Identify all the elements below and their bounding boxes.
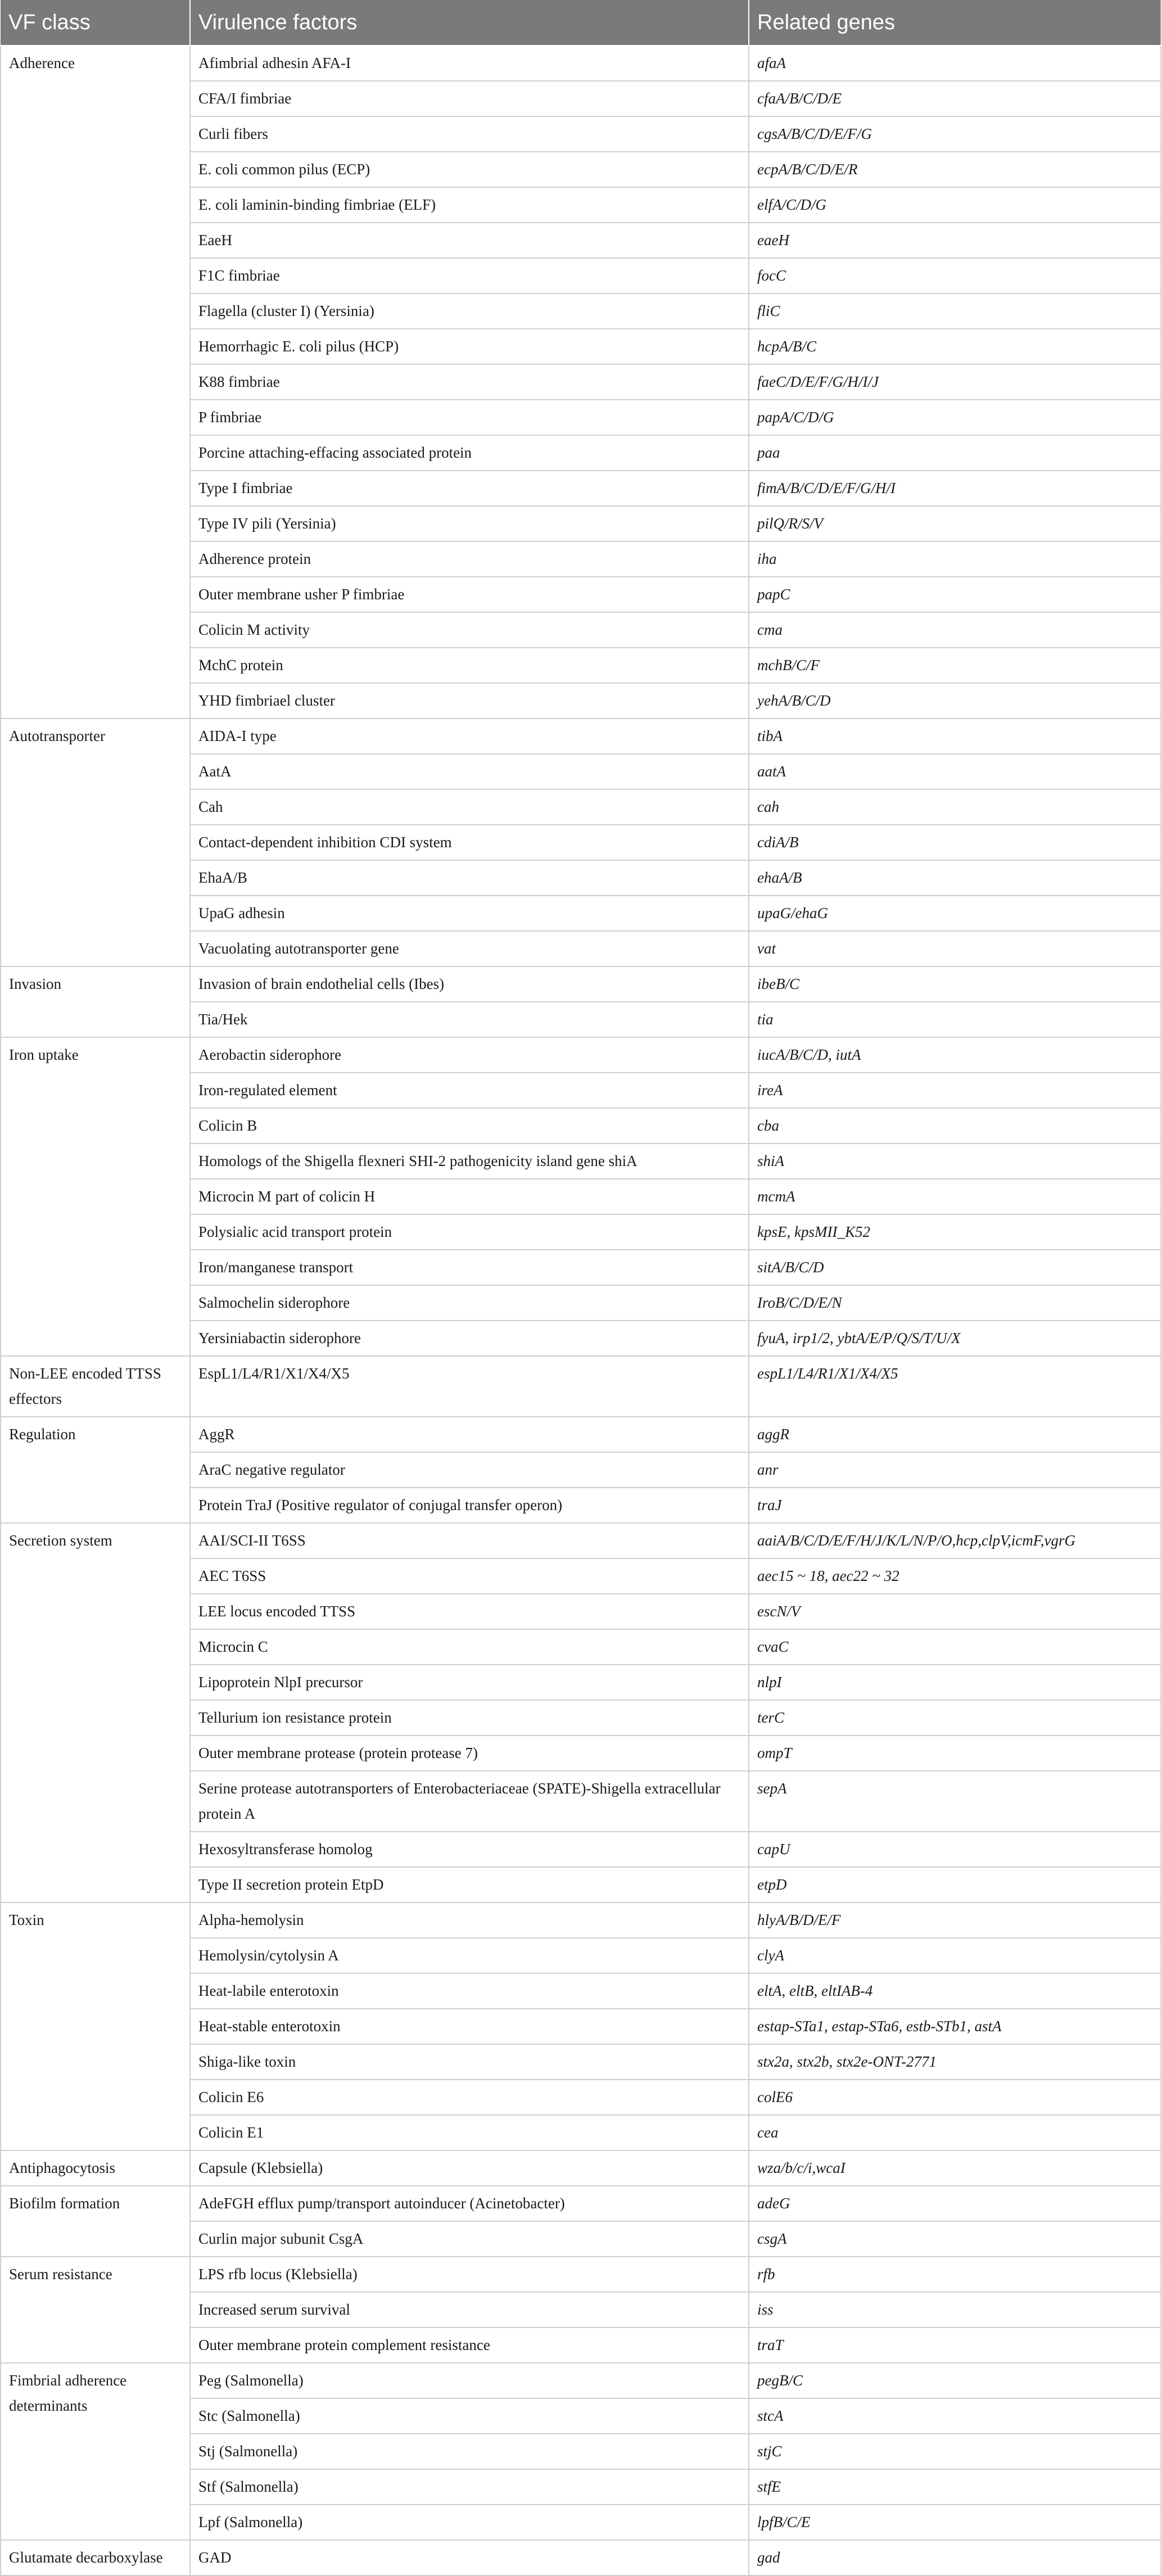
related-genes-cell: nlpI (749, 1665, 1161, 1700)
related-genes-cell: rfb (749, 2257, 1161, 2292)
virulence-factor-cell: EhaA/B (190, 860, 749, 896)
virulence-factor-cell: Afimbrial adhesin AFA-I (190, 46, 749, 81)
related-genes-cell: hcpA/B/C (749, 329, 1161, 364)
virulence-factor-cell: AEC T6SS (190, 1558, 749, 1594)
virulence-factor-cell: Lipoprotein NlpI precursor (190, 1665, 749, 1700)
related-genes-cell: faeC/D/E/F/G/H/I/J (749, 364, 1161, 400)
related-genes-cell: lpfB/C/E (749, 2505, 1161, 2540)
virulence-factor-cell: GAD (190, 2540, 749, 2575)
vf-class-cell: Serum resistance (1, 2257, 190, 2363)
virulence-factor-cell: Capsule (Klebsiella) (190, 2150, 749, 2186)
vf-class-cell: Regulation (1, 1417, 190, 1523)
vf-class-cell: Fimbrial adherence determinants (1, 2363, 190, 2540)
table-row (1, 2540, 1161, 2575)
virulence-factor-cell: Salmochelin siderophore (190, 1285, 749, 1321)
virulence-factor-cell: P fimbriae (190, 400, 749, 435)
related-genes-cell: iucA/B/C/D, iutA (749, 1037, 1161, 1073)
virulence-factor-cell: Aerobactin siderophore (190, 1037, 749, 1073)
related-genes-cell: cma (749, 612, 1161, 648)
virulence-factor-cell: Outer membrane protease (protein protease 7) (190, 1736, 749, 1771)
related-genes-cell: aaiA/B/C/D/E/F/H/J/K/L/N/P/O,hcp,clpV,icmF,vgrG (749, 1523, 1161, 1558)
virulence-factor-cell: AraC negative regulator (190, 1452, 749, 1488)
related-genes-cell: traJ (749, 1488, 1161, 1523)
virulence-factor-cell: Tellurium ion resistance protein (190, 1700, 749, 1736)
related-genes-cell: tibA (749, 718, 1161, 754)
virulence-factor-cell: E. coli laminin-binding fimbriae (ELF) (190, 187, 749, 223)
related-genes-cell: stjC (749, 2434, 1161, 2469)
related-genes-cell: sepA (749, 1771, 1161, 1832)
virulence-factor-cell: Polysialic acid transport protein (190, 1214, 749, 1250)
table-row (1, 2257, 1161, 2292)
virulence-factor-cell: K88 fimbriae (190, 364, 749, 400)
related-genes-cell: iha (749, 541, 1161, 577)
virulence-factor-cell: Type I fimbriae (190, 471, 749, 506)
virulence-factor-cell: Peg (Salmonella) (190, 2363, 749, 2398)
related-genes-cell: csgA (749, 2221, 1161, 2257)
vf-class-cell: Iron uptake (1, 1037, 190, 1356)
table-row (1, 2150, 1161, 2186)
related-genes-cell: aggR (749, 1417, 1161, 1452)
related-genes-cell: cvaC (749, 1629, 1161, 1665)
virulence-factor-cell: Hemorrhagic E. coli pilus (HCP) (190, 329, 749, 364)
virulence-factor-cell: Lpf (Salmonella) (190, 2505, 749, 2540)
virulence-factor-cell: Cah (190, 789, 749, 825)
vf-class-cell: Autotransporter (1, 718, 190, 966)
related-genes-cell: cah (749, 789, 1161, 825)
table-row (1, 1356, 1161, 1417)
virulence-factor-cell: Invasion of brain endothelial cells (Ibes) (190, 966, 749, 1002)
virulence-factor-cell: Type IV pili (Yersinia) (190, 506, 749, 541)
related-genes-cell: eltA, eltB, eltIAB-4 (749, 1973, 1161, 2009)
table-body (1, 46, 1161, 2575)
related-genes-cell: hlyA/B/D/E/F (749, 1902, 1161, 1938)
related-genes-cell: cgsA/B/C/D/E/F/G (749, 116, 1161, 152)
virulence-factor-cell: CFA/I fimbriae (190, 81, 749, 116)
related-genes-cell: gad (749, 2540, 1161, 2575)
virulence-factor-cell: LPS rfb locus (Klebsiella) (190, 2257, 749, 2292)
virulence-factor-cell: Alpha-hemolysin (190, 1902, 749, 1938)
table-row (1, 718, 1161, 754)
related-genes-cell: espL1/L4/R1/X1/X4/X5 (749, 1356, 1161, 1417)
vf-class-cell: Adherence (1, 46, 190, 718)
vf-class-cell: Glutamate decarboxylase (1, 2540, 190, 2575)
related-genes-cell: paa (749, 435, 1161, 471)
related-genes-cell: stfE (749, 2469, 1161, 2505)
related-genes-cell: traT (749, 2328, 1161, 2363)
related-genes-cell: eaeH (749, 223, 1161, 258)
virulence-factor-cell: Iron/manganese transport (190, 1250, 749, 1285)
virulence-factor-cell: Homologs of the Shigella flexneri SHI-2 pathogenicity island gene shiA (190, 1144, 749, 1179)
related-genes-cell: fimA/B/C/D/E/F/G/H/I (749, 471, 1161, 506)
virulence-factor-cell: Serine protease autotransporters of Enterobacteriaceae (SPATE)-Shigella extracellular protein A (190, 1771, 749, 1832)
related-genes-cell: fliC (749, 293, 1161, 329)
related-genes-cell: cfaA/B/C/D/E (749, 81, 1161, 116)
virulence-factor-cell: Stj (Salmonella) (190, 2434, 749, 2469)
virulence-factor-cell: AggR (190, 1417, 749, 1452)
virulence-factor-cell: MchC protein (190, 648, 749, 683)
related-genes-cell: IroB/C/D/E/N (749, 1285, 1161, 1321)
table-header-row (1, 0, 1161, 46)
virulence-factor-cell: Heat-labile enterotoxin (190, 1973, 749, 2009)
virulence-factor-cell: Colicin E1 (190, 2115, 749, 2150)
table-row (1, 46, 1161, 81)
header-vf-class: VF class (1, 0, 190, 46)
related-genes-cell: fyuA, irp1/2, ybtA/E/P/Q/S/T/U/X (749, 1321, 1161, 1356)
related-genes-cell: vat (749, 931, 1161, 966)
related-genes-cell: upaG/ehaG (749, 896, 1161, 931)
related-genes-cell: ireA (749, 1073, 1161, 1108)
virulence-factor-cell: Adherence protein (190, 541, 749, 577)
virulence-factor-cell: Colicin B (190, 1108, 749, 1144)
related-genes-cell: elfA/C/D/G (749, 187, 1161, 223)
vf-class-cell: Invasion (1, 966, 190, 1037)
related-genes-cell: ehaA/B (749, 860, 1161, 896)
related-genes-cell: papC (749, 577, 1161, 612)
related-genes-cell: wza/b/c/i,wcaI (749, 2150, 1161, 2186)
virulence-factor-cell: Microcin C (190, 1629, 749, 1665)
related-genes-cell: stx2a, stx2b, stx2e-ONT-2771 (749, 2044, 1161, 2080)
virulence-factor-cell: EaeH (190, 223, 749, 258)
virulence-factor-cell: Contact-dependent inhibition CDI system (190, 825, 749, 860)
related-genes-cell: colE6 (749, 2080, 1161, 2115)
virulence-factor-cell: YHD fimbriael cluster (190, 683, 749, 718)
related-genes-cell: ompT (749, 1736, 1161, 1771)
virulence-factor-cell: Stf (Salmonella) (190, 2469, 749, 2505)
related-genes-cell: pegB/C (749, 2363, 1161, 2398)
related-genes-cell: papA/C/D/G (749, 400, 1161, 435)
virulence-factor-cell: Yersiniabactin siderophore (190, 1321, 749, 1356)
related-genes-cell: mcmA (749, 1179, 1161, 1214)
related-genes-cell: mchB/C/F (749, 648, 1161, 683)
vf-class-cell: Toxin (1, 1902, 190, 2150)
virulence-factor-cell: AatA (190, 754, 749, 789)
virulence-factor-cell: AAI/SCI-II T6SS (190, 1523, 749, 1558)
virulence-factor-cell: F1C fimbriae (190, 258, 749, 293)
related-genes-cell: capU (749, 1832, 1161, 1867)
related-genes-cell: iss (749, 2292, 1161, 2328)
related-genes-cell: anr (749, 1452, 1161, 1488)
virulence-factor-cell: Heat-stable enterotoxin (190, 2009, 749, 2044)
related-genes-cell: stcA (749, 2398, 1161, 2434)
virulence-factor-cell: Colicin E6 (190, 2080, 749, 2115)
table-row (1, 1523, 1161, 1558)
virulence-factor-cell: Increased serum survival (190, 2292, 749, 2328)
virulence-factor-cell: AdeFGH efflux pump/transport autoinducer (Acinetobacter) (190, 2186, 749, 2221)
virulence-factor-cell: Hemolysin/cytolysin A (190, 1938, 749, 1973)
related-genes-cell: yehA/B/C/D (749, 683, 1161, 718)
related-genes-cell: cdiA/B (749, 825, 1161, 860)
virulence-factor-cell: Porcine attaching-effacing associated protein (190, 435, 749, 471)
virulence-factor-cell: EspL1/L4/R1/X1/X4/X5 (190, 1356, 749, 1417)
table-row (1, 1417, 1161, 1452)
related-genes-cell: clyA (749, 1938, 1161, 1973)
related-genes-cell: aatA (749, 754, 1161, 789)
related-genes-cell: kpsE, kpsMII_K52 (749, 1214, 1161, 1250)
virulence-factor-cell: Flagella (cluster I) (Yersinia) (190, 293, 749, 329)
virulence-factor-cell: Stc (Salmonella) (190, 2398, 749, 2434)
virulence-factor-cell: Type II secretion protein EtpD (190, 1867, 749, 1902)
related-genes-cell: afaA (749, 46, 1161, 81)
related-genes-cell: pilQ/R/S/V (749, 506, 1161, 541)
virulence-factor-cell: Hexosyltransferase homolog (190, 1832, 749, 1867)
table-row (1, 2186, 1161, 2221)
related-genes-cell: tia (749, 1002, 1161, 1037)
virulence-factor-cell: Shiga-like toxin (190, 2044, 749, 2080)
virulence-factor-cell: Curli fibers (190, 116, 749, 152)
virulence-factor-cell: Protein TraJ (Positive regulator of conjugal transfer operon) (190, 1488, 749, 1523)
related-genes-cell: cba (749, 1108, 1161, 1144)
related-genes-cell: etpD (749, 1867, 1161, 1902)
related-genes-cell: ecpA/B/C/D/E/R (749, 152, 1161, 187)
virulence-factor-cell: Curlin major subunit CsgA (190, 2221, 749, 2257)
virulence-factor-cell: Colicin M activity (190, 612, 749, 648)
table-row (1, 1902, 1161, 1938)
related-genes-cell: aec15 ~ 18, aec22 ~ 32 (749, 1558, 1161, 1594)
virulence-factor-cell: UpaG adhesin (190, 896, 749, 931)
table-row (1, 1037, 1161, 1073)
related-genes-cell: focC (749, 258, 1161, 293)
virulence-factor-cell: E. coli common pilus (ECP) (190, 152, 749, 187)
related-genes-cell: cea (749, 2115, 1161, 2150)
header-virulence-factors: Virulence factors (190, 0, 749, 46)
related-genes-cell: adeG (749, 2186, 1161, 2221)
virulence-factor-cell: Outer membrane protein complement resistance (190, 2328, 749, 2363)
related-genes-cell: escN/V (749, 1594, 1161, 1629)
header-related-genes: Related genes (749, 0, 1161, 46)
related-genes-cell: shiA (749, 1144, 1161, 1179)
table-row (1, 966, 1161, 1002)
vf-class-cell: Biofilm formation (1, 2186, 190, 2257)
related-genes-cell: estap-STa1, estap-STa6, estb-STb1, astA (749, 2009, 1161, 2044)
vf-class-cell: Non-LEE encoded TTSS effectors (1, 1356, 190, 1417)
virulence-factor-cell: LEE locus encoded TTSS (190, 1594, 749, 1629)
related-genes-cell: ibeB/C (749, 966, 1161, 1002)
vf-class-cell: Secretion system (1, 1523, 190, 1902)
table-row (1, 2363, 1161, 2398)
virulence-factor-cell: Outer membrane usher P fimbriae (190, 577, 749, 612)
vf-class-cell: Antiphagocytosis (1, 2150, 190, 2186)
virulence-factor-cell: Microcin M part of colicin H (190, 1179, 749, 1214)
related-genes-cell: terC (749, 1700, 1161, 1736)
virulence-factor-cell: Vacuolating autotransporter gene (190, 931, 749, 966)
virulence-factor-cell: AIDA-I type (190, 718, 749, 754)
virulence-factor-cell: Iron-regulated element (190, 1073, 749, 1108)
virulence-factor-cell: Tia/Hek (190, 1002, 749, 1037)
related-genes-cell: sitA/B/C/D (749, 1250, 1161, 1285)
